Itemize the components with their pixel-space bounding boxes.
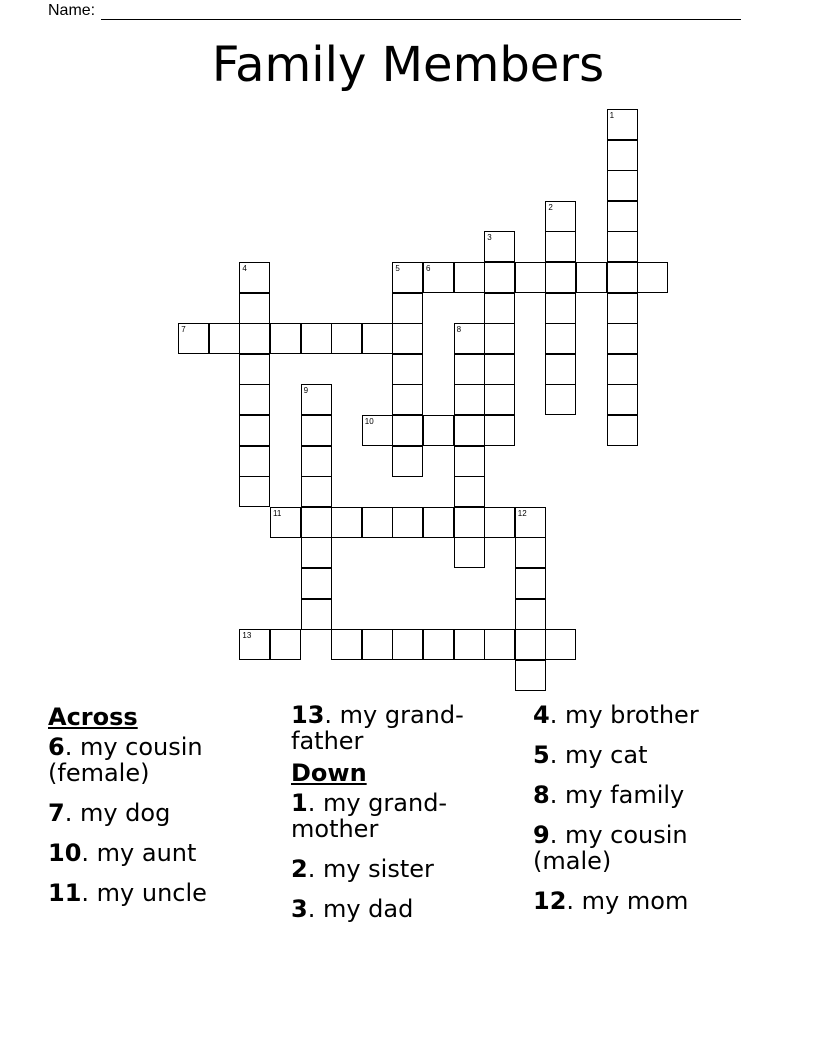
clue-start-cell-4[interactable] xyxy=(239,262,270,293)
page-title: Family Members xyxy=(211,37,605,93)
grid-cell[interactable] xyxy=(545,384,576,415)
grid-cell[interactable] xyxy=(515,262,546,293)
grid-cell[interactable] xyxy=(362,507,393,538)
grid-cell[interactable] xyxy=(607,354,638,385)
clue-start-cell-6[interactable] xyxy=(423,262,454,293)
grid-cell[interactable] xyxy=(454,384,485,415)
grid-cell[interactable] xyxy=(454,415,485,446)
clue-text: . my dog xyxy=(64,799,171,827)
clue-1 xyxy=(291,790,526,842)
name-line xyxy=(48,0,748,20)
clue-start-cell-13[interactable] xyxy=(239,629,270,660)
clue-start-cell-10[interactable] xyxy=(362,415,393,446)
clue-number: 9 xyxy=(533,821,550,849)
clue-number: 8 xyxy=(456,325,462,335)
grid-cell[interactable] xyxy=(607,170,638,201)
grid-cell[interactable] xyxy=(515,599,546,630)
grid-cell[interactable] xyxy=(545,629,576,660)
grid-cell[interactable] xyxy=(392,354,423,385)
clue-text: . my sister xyxy=(307,855,434,883)
grid-cell[interactable] xyxy=(301,476,332,507)
clue-text: . my grand-mother xyxy=(291,789,448,843)
grid-cell[interactable] xyxy=(545,323,576,354)
grid-cell[interactable] xyxy=(454,629,485,660)
clue-text: . my cousin (male) xyxy=(533,821,688,875)
clue-10 xyxy=(48,840,288,866)
clue-number: 6 xyxy=(48,733,65,761)
clue-start-cell-11[interactable] xyxy=(270,507,301,538)
grid-cell[interactable] xyxy=(239,354,270,385)
grid-cell[interactable] xyxy=(454,537,485,568)
across-heading: Across xyxy=(48,703,138,731)
grid-cell[interactable] xyxy=(331,323,362,354)
grid-cell[interactable] xyxy=(392,507,423,538)
clue-text: . my dad xyxy=(307,895,414,923)
grid-cell[interactable] xyxy=(270,323,301,354)
clue-text: . my cat xyxy=(549,741,648,769)
clue-start-cell-3[interactable] xyxy=(484,231,515,262)
grid-cell[interactable] xyxy=(607,262,638,293)
clue-number: 4 xyxy=(533,701,550,729)
grid-cell[interactable] xyxy=(484,629,515,660)
grid-cell[interactable] xyxy=(239,323,270,354)
clue-number: 10 xyxy=(364,417,374,426)
grid-cell[interactable] xyxy=(331,507,362,538)
grid-cell[interactable] xyxy=(392,293,423,324)
grid-cell[interactable] xyxy=(484,507,515,538)
grid-cell[interactable] xyxy=(331,629,362,660)
grid-cell[interactable] xyxy=(239,384,270,415)
grid-cell[interactable] xyxy=(301,507,332,538)
grid-cell[interactable] xyxy=(484,323,515,354)
clue-start-cell-1[interactable] xyxy=(607,109,638,140)
grid-cell[interactable] xyxy=(545,231,576,262)
name-blank[interactable] xyxy=(101,5,741,20)
clue-number: 9 xyxy=(303,386,309,396)
clue-start-cell-12[interactable] xyxy=(515,507,546,538)
grid-cell[interactable] xyxy=(270,629,301,660)
grid-cell[interactable] xyxy=(515,660,546,691)
grid-cell[interactable] xyxy=(423,629,454,660)
grid-cell[interactable] xyxy=(392,323,423,354)
clue-6 xyxy=(48,734,288,786)
grid-cell[interactable] xyxy=(576,262,607,293)
grid-cell[interactable] xyxy=(515,629,546,660)
clue-number: 3 xyxy=(291,895,308,923)
clue-number: 13 xyxy=(291,701,325,729)
grid-cell[interactable] xyxy=(392,629,423,660)
clue-number: 6 xyxy=(426,264,431,273)
clue-text: . my uncle xyxy=(81,879,207,907)
grid-cell[interactable] xyxy=(637,262,668,293)
clue-column-2 xyxy=(291,702,526,936)
grid-cell[interactable] xyxy=(362,323,393,354)
name-label: Name: xyxy=(48,2,96,19)
grid-cell[interactable] xyxy=(484,354,515,385)
grid-cell[interactable] xyxy=(545,354,576,385)
clue-number: 12 xyxy=(533,887,567,915)
grid-cell[interactable] xyxy=(392,384,423,415)
clue-number: 5 xyxy=(533,741,550,769)
grid-cell[interactable] xyxy=(239,446,270,477)
grid-cell[interactable] xyxy=(454,354,485,385)
clue-4 xyxy=(533,702,773,728)
grid-cell[interactable] xyxy=(301,415,332,446)
grid-cell[interactable] xyxy=(239,476,270,507)
grid-cell[interactable] xyxy=(607,140,638,171)
clue-start-cell-9[interactable] xyxy=(301,384,332,415)
grid-cell[interactable] xyxy=(301,599,332,630)
grid-cell[interactable] xyxy=(484,384,515,415)
grid-cell[interactable] xyxy=(301,537,332,568)
clue-start-cell-5[interactable] xyxy=(392,262,423,293)
grid-cell[interactable] xyxy=(515,568,546,599)
clue-number: 12 xyxy=(517,508,527,518)
grid-cell[interactable] xyxy=(423,415,454,446)
grid-cell[interactable] xyxy=(392,446,423,477)
clue-number: 7 xyxy=(181,325,186,335)
clue-start-cell-8[interactable] xyxy=(454,323,485,354)
clue-13 xyxy=(291,702,526,754)
grid-cell[interactable] xyxy=(301,446,332,477)
grid-cell[interactable] xyxy=(484,293,515,324)
clue-12 xyxy=(533,888,773,914)
clue-text: . my mom xyxy=(566,887,689,915)
clue-number: 8 xyxy=(533,781,550,809)
clue-number: 5 xyxy=(395,264,400,273)
grid-cell[interactable] xyxy=(607,231,638,262)
grid-cell[interactable] xyxy=(484,415,515,446)
clue-text: . my cousin (female) xyxy=(48,733,203,787)
clue-number: 3 xyxy=(487,233,492,243)
down-heading: Down xyxy=(291,759,367,787)
grid-cell[interactable] xyxy=(515,537,546,568)
clue-11 xyxy=(48,880,288,906)
grid-cell[interactable] xyxy=(607,201,638,232)
clue-number: 11 xyxy=(48,879,82,907)
clue-text: . my brother xyxy=(549,701,699,729)
clue-text: . my family xyxy=(549,781,685,809)
clue-number: 4 xyxy=(242,264,247,273)
grid-cell[interactable] xyxy=(362,629,393,660)
clue-number: 10 xyxy=(48,839,82,867)
clue-9 xyxy=(533,822,773,874)
clue-number: 1 xyxy=(291,789,308,817)
grid-cell[interactable] xyxy=(209,323,240,354)
clue-text: . my grand-father xyxy=(291,701,464,755)
clue-number: 1 xyxy=(609,111,615,120)
clue-start-cell-7[interactable] xyxy=(178,323,209,354)
grid-cell[interactable] xyxy=(545,293,576,324)
grid-cell[interactable] xyxy=(392,415,423,446)
grid-cell[interactable] xyxy=(301,568,332,599)
clue-column-1 xyxy=(48,702,288,920)
grid-cell[interactable] xyxy=(454,262,485,293)
grid-cell[interactable] xyxy=(454,507,485,538)
grid-cell[interactable] xyxy=(607,323,638,354)
grid-cell[interactable] xyxy=(607,384,638,415)
grid-cell[interactable] xyxy=(239,415,270,446)
clue-start-cell-2[interactable] xyxy=(545,201,576,232)
clue-7 xyxy=(48,800,288,826)
clue-number: 11 xyxy=(273,508,282,518)
clue-5 xyxy=(533,742,773,768)
grid-cell[interactable] xyxy=(454,446,485,477)
clue-number: 13 xyxy=(242,631,252,641)
clue-2 xyxy=(291,856,526,882)
clue-number: 2 xyxy=(291,855,308,883)
grid-cell[interactable] xyxy=(454,476,485,507)
clue-8 xyxy=(533,782,773,808)
grid-cell[interactable] xyxy=(607,415,638,446)
grid-cell[interactable] xyxy=(484,262,515,293)
clue-number: 7 xyxy=(48,799,65,827)
clue-text: . my aunt xyxy=(81,839,197,867)
grid-cell[interactable] xyxy=(545,262,576,293)
grid-cell[interactable] xyxy=(239,293,270,324)
clue-column-3 xyxy=(533,702,773,928)
grid-cell[interactable] xyxy=(301,323,332,354)
grid-cell[interactable] xyxy=(423,507,454,538)
clue-number: 2 xyxy=(548,202,553,212)
clue-3 xyxy=(291,896,526,922)
grid-cell[interactable] xyxy=(607,293,638,324)
